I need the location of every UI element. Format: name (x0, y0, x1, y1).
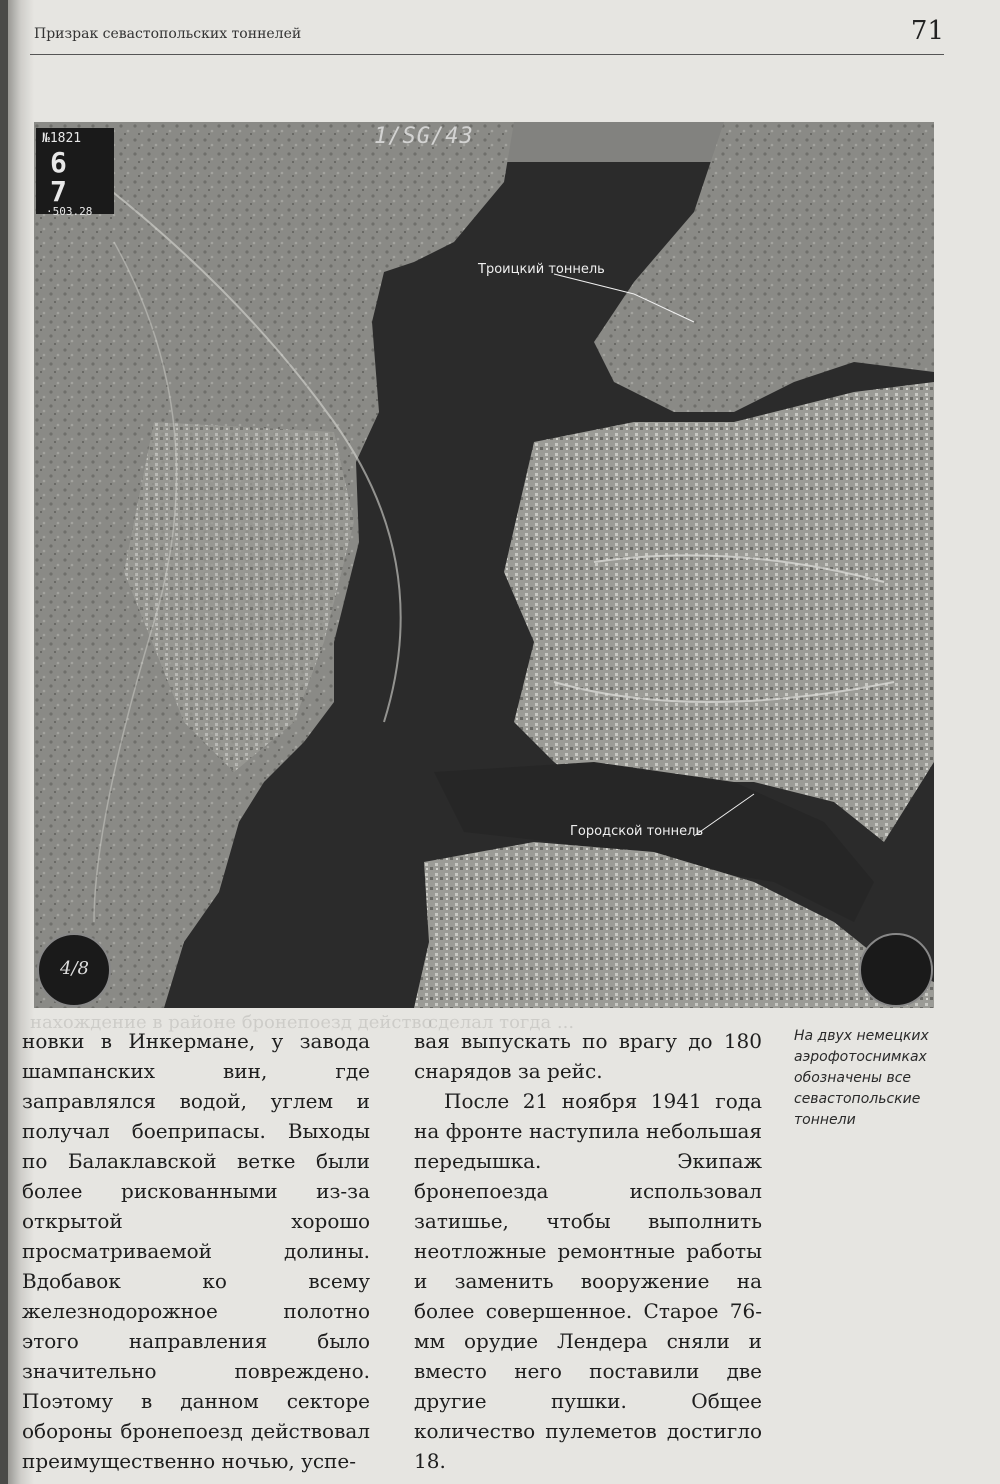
book-page: Призрак севастопольских тоннелей 71 №1821 6 7 ·503.28 1/SG/43 4/8 Троицкий тоннель Городской тоннель нахождение в районе бронепоезд действо сделал тогда ... новки в Инкермане, у завода шампанских вин, где заправлялся водой, углем и получал боеприпасы. Выходы по Балаклавской ветке были более рискованными из-за открытой хорошо просматриваемой долины. Вдобавок ко всему железнодорожное полотно этого направления было значительно повреждено. Поэтому в данном секторе обороны бронепоезд действовал преимущественно ночью, успе- вая выпускать по врагу до 180 снарядов за рейс. После 21 ноября 1941 года на фронте наступила небольшая передышка. Экипаж бронепоезда использовал затишье, чтобы выполнить неотложные ремонтные работы и заменить вооружение на более совершенное. Старое 76-мм орудие Лендера сняли и вместо него поставили две другие пушки. Общее количество пулеметов достигло 18. На двух немецких аэрофотоснимках обозначены все севастопольские тоннели (8, 0, 1000, 1484)
label-city-tunnel: Городской тоннель (570, 824, 704, 839)
stamp-line-1: №1821 (42, 131, 82, 146)
paragraph: новки в Инкермане, у завода шампанских вин, где заправлялся водой, углем и получал боеприпасы. Выходы по Балаклавской ветке были более рискованными из-за открытой хорошо просматриваемой долины. Вдобавок ко всему железнодорожное полотно этого направления было значительно повреждено. Поэтому в данном секторе обороны бронепоезд действовал преимущественно ночью, успе- (22, 1029, 370, 1473)
running-head-title: Призрак севастопольских тоннелей (34, 26, 302, 42)
paragraph: После 21 ноября 1941 года на фронте наступила небольшая передышка. Экипаж бронепоезда использовал затишье, чтобы выполнить неотложные ремонтные работы и заменить вооружение на более совершенное. Старое 76-мм орудие Лендера сняли и вместо него поставили две другие пушки. Общее количество пулеметов достигло 18. (414, 1089, 762, 1473)
corner-mark: 4/8 (60, 958, 89, 979)
aerial-photograph (34, 122, 934, 1008)
page-number: 71 (910, 16, 944, 46)
body-column-2 (414, 1026, 762, 1476)
stamp-line-3: ·503.28 (46, 205, 93, 219)
film-code: 1/SG/43 (374, 124, 474, 149)
body-column-1 (22, 1026, 370, 1476)
frame-stamp (36, 128, 114, 219)
aerial-photo-drawing (34, 122, 934, 1008)
caption-text: На двух немецких аэрофотоснимках обозначены все севастопольские тоннели (794, 1028, 929, 1128)
photo-caption (794, 1026, 944, 1131)
label-trinity-tunnel: Троицкий тоннель (478, 262, 605, 277)
running-head (30, 14, 944, 55)
stamp-frame-number: 6 7 (50, 145, 71, 209)
paragraph: вая выпускать по врагу до 180 снарядов за рейс. (414, 1029, 762, 1083)
